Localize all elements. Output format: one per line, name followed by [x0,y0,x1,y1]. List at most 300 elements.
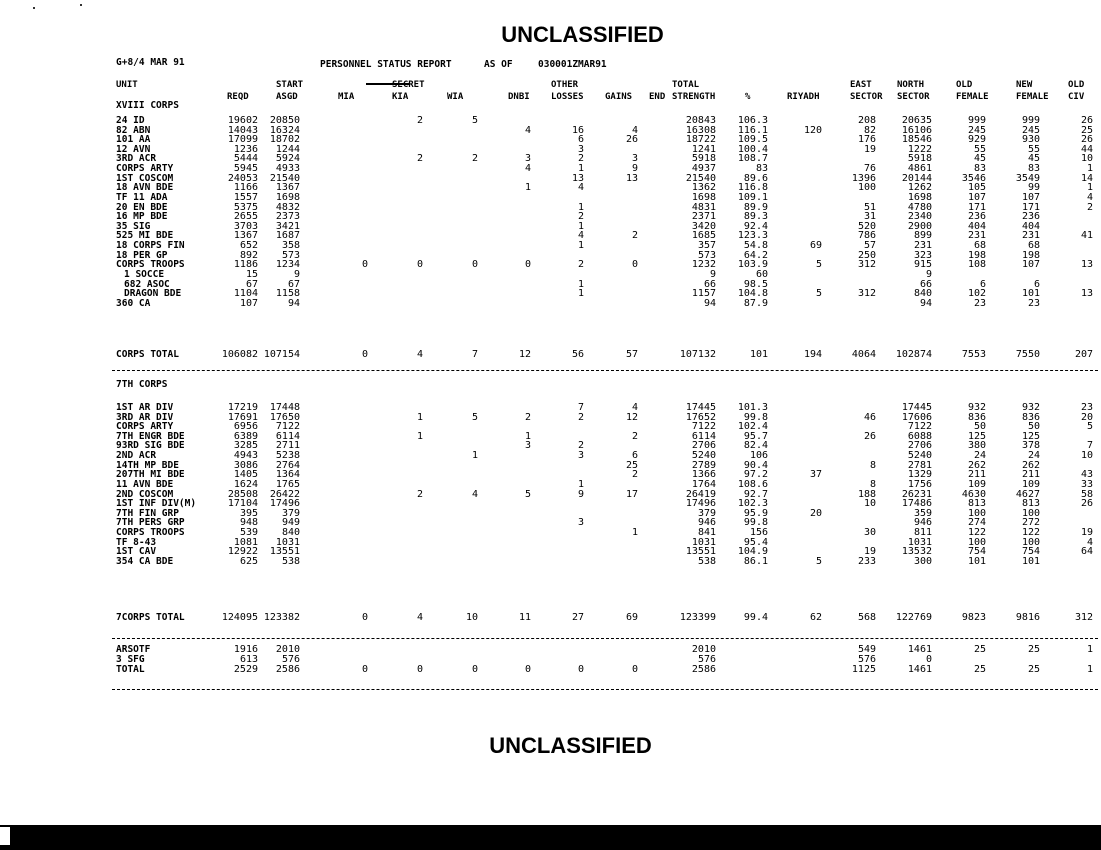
cell-dnbi: 5 [524,489,531,500]
cell-north: 7122 [907,421,932,432]
cell-north: 2900 [907,221,932,232]
cell-oldc: 25 [1080,125,1093,136]
cell-other: 56 [571,349,584,360]
cell-oldf: 125 [967,431,986,442]
cell-start: 107154 [263,349,300,360]
row-unit-label: 7TH PERS GRP [116,517,185,528]
column-header-oldc: CIV [1068,92,1085,102]
cell-north: 94 [919,298,932,309]
cell-oldf: 7553 [961,349,986,360]
cell-oldf: 231 [967,230,986,241]
cell-pct: 99.8 [743,517,768,528]
cell-oldc: 41 [1080,230,1093,241]
cell-dnbi: 1 [524,431,531,442]
cell-pct: 89.6 [743,173,768,184]
cell-reqd: 652 [239,240,258,251]
cell-start: 2764 [275,460,300,471]
cell-east: 312 [857,259,876,270]
cell-pct: 104.8 [737,288,768,299]
cell-start: 379 [281,508,300,519]
cell-reqd: 67 [245,279,258,290]
row-unit-label: CORPS TROOPS [116,527,185,538]
cell-newf: 932 [1021,402,1040,413]
cell-pct: 100.4 [737,144,768,155]
cell-oldc: 64 [1080,546,1093,557]
cell-north: 1698 [907,192,932,203]
cell-start: 123382 [263,612,300,623]
cell-north: 1756 [907,479,932,490]
cell-start: 6114 [275,431,300,442]
row-unit-label: 1ST COSCOM [116,173,174,184]
cell-east: 30 [863,527,876,538]
cell-oldf: 101 [967,556,986,567]
cell-start: 358 [281,240,300,251]
cell-total: 20843 [685,115,716,126]
column-header-kia-line1: SECRET [392,80,425,90]
cell-oldf: 102 [967,288,986,299]
row-unit-label: 2ND ACR [116,450,157,461]
cell-newf: 68 [1027,240,1040,251]
cell-start: 1158 [275,288,300,299]
cell-north: 6088 [907,431,932,442]
cell-start: 2586 [275,664,300,675]
cell-north: 17486 [901,498,932,509]
cell-dnbi: 4 [524,163,531,174]
cell-pct: 116.1 [737,125,768,136]
cell-total: 4937 [691,163,716,174]
row-unit-label: 35 SIG [116,221,151,232]
cell-kia: 1 [416,412,423,423]
cell-total: 2586 [691,664,716,675]
cell-start: 16324 [269,125,300,136]
cell-oldf: 23 [973,298,986,309]
cell-north: 1461 [907,644,932,655]
cell-newf: 754 [1021,546,1040,557]
cell-reqd: 17219 [227,402,258,413]
cell-gains: 4 [631,402,638,413]
cell-total: 107132 [679,349,716,360]
cell-east: 4064 [851,349,876,360]
section-heading: 7TH CORPS [116,379,168,390]
cell-start: 26422 [269,489,300,500]
cell-start: 20850 [269,115,300,126]
cell-reqd: 17691 [227,412,258,423]
cell-pct: 82.4 [743,440,768,451]
cell-reqd: 395 [239,508,258,519]
cell-reqd: 539 [239,527,258,538]
cell-oldf: 100 [967,537,986,548]
cell-reqd: 12922 [227,546,258,557]
cell-east: 8 [869,460,876,471]
cell-wia: 5 [471,115,478,126]
cell-east: 1396 [851,173,876,184]
cell-oldf: 932 [967,402,986,413]
cell-oldf: 68 [973,240,986,251]
cell-dnbi: 3 [524,440,531,451]
cell-newf: 930 [1021,134,1040,145]
cell-north: 17445 [901,402,932,413]
cell-total: 2010 [691,644,716,655]
cell-gains: 0 [631,259,638,270]
cell-wia: 4 [471,489,478,500]
cell-reqd: 1557 [233,192,258,203]
cell-dnbi: 0 [524,664,531,675]
cell-north: 899 [913,230,932,241]
cell-north: 5918 [907,153,932,164]
cell-pct: 64.2 [743,250,768,261]
cell-north: 231 [913,240,932,251]
cell-pct: 86.1 [743,556,768,567]
cell-gains: 69 [625,612,638,623]
cell-other: 27 [571,612,584,623]
cell-north: 1329 [907,469,932,480]
cell-total: 2371 [691,211,716,222]
cell-newf: 3549 [1015,173,1040,184]
cell-oldc: 33 [1080,479,1093,490]
cell-total: 18722 [685,134,716,145]
cell-other: 2 [577,259,584,270]
cell-total: 576 [697,654,716,665]
cell-east: 549 [857,644,876,655]
cell-newf: 83 [1027,163,1040,174]
dashed-separator [112,638,1098,639]
cell-gains: 3 [631,153,638,164]
cell-total: 17496 [685,498,716,509]
as-of-label: AS OF [484,59,513,70]
cell-north: 915 [913,259,932,270]
cell-other: 2 [577,153,584,164]
cell-total: 841 [697,527,716,538]
cell-total: 26419 [685,489,716,500]
cell-newf: 25 [1027,644,1040,655]
cell-start: 3421 [275,221,300,232]
cell-oldc: 20 [1080,412,1093,423]
cell-total: 1698 [691,192,716,203]
cell-oldf: 25 [973,664,986,675]
cell-oldf: 380 [967,440,986,451]
cell-oldf: 171 [967,202,986,213]
cell-pct: 99.8 [743,412,768,423]
row-unit-label: 82 ABN [116,125,151,136]
cell-pct: 99.4 [743,612,768,623]
cell-oldc: 13 [1080,259,1093,270]
column-header-newf: FEMALE [1016,92,1049,102]
cell-newf: 101 [1021,556,1040,567]
cell-oldc: 10 [1080,450,1093,461]
cell-oldf: 3546 [961,173,986,184]
row-unit-label: 7CORPS TOTAL [116,612,185,623]
cell-gains: 6 [631,450,638,461]
cell-north: 9 [925,269,932,280]
scan-speck [80,4,82,6]
row-unit-label: 11 AVN BDE [116,479,174,490]
column-header-kia: KIA [392,92,409,102]
cell-start: 1234 [275,259,300,270]
cell-other: 3 [577,450,584,461]
row-unit-label: TOTAL [116,664,145,675]
cell-riyadh: 5 [815,288,822,299]
cell-east: 250 [857,250,876,261]
cell-start: 1244 [275,144,300,155]
cell-kia: 4 [416,612,423,623]
cell-north: 66 [919,279,932,290]
cell-pct: 104.9 [737,546,768,557]
cell-east: 26 [863,431,876,442]
cell-reqd: 1405 [233,469,258,480]
cell-riyadh: 194 [803,349,822,360]
cell-east: 568 [857,612,876,623]
cell-reqd: 1624 [233,479,258,490]
cell-riyadh: 5 [815,259,822,270]
cell-other: 1 [577,202,584,213]
cell-north: 1222 [907,144,932,155]
cell-pct: 101.3 [737,402,768,413]
cell-north: 946 [913,517,932,528]
cell-pct: 95.4 [743,537,768,548]
row-unit-label: ARSOTF [116,644,151,655]
cell-dnbi: 1 [524,182,531,193]
row-unit-label: 207TH MI BDE [116,469,185,480]
cell-gains: 2 [631,469,638,480]
row-unit-label: 1ST CAV [116,546,157,557]
cell-north: 17606 [901,412,932,423]
cell-dnbi: 4 [524,125,531,136]
cell-mia: 0 [361,664,368,675]
cell-total: 16308 [685,125,716,136]
cell-north: 840 [913,288,932,299]
cell-newf: 109 [1021,479,1040,490]
cell-east: 57 [863,240,876,251]
cell-oldc: 1 [1086,182,1093,193]
cell-east: 10 [863,498,876,509]
cell-start: 573 [281,250,300,261]
cell-start: 1698 [275,192,300,203]
column-header-east-line1: EAST [850,80,872,90]
cell-oldf: 4630 [961,489,986,500]
cell-total: 21540 [685,173,716,184]
cell-reqd: 1104 [233,288,258,299]
cell-oldf: 274 [967,517,986,528]
cell-oldc: 26 [1080,115,1093,126]
cell-gains: 26 [625,134,638,145]
cell-dnbi: 0 [524,259,531,270]
column-header-dnbi: DNBI [508,92,530,102]
cell-reqd: 1166 [233,182,258,193]
row-unit-label: 1ST INF DIV(M) [116,498,197,509]
row-unit-label: 1ST AR DIV [116,402,174,413]
cell-east: 208 [857,115,876,126]
cell-east: 82 [863,125,876,136]
cell-oldf: 9823 [961,612,986,623]
cell-kia: 0 [416,259,423,270]
cell-other: 1 [577,479,584,490]
column-header-riyadh: RIYADH [787,92,820,102]
cell-north: 4861 [907,163,932,174]
cell-total: 538 [697,556,716,567]
cell-reqd: 5945 [233,163,258,174]
cell-start: 94 [287,298,300,309]
cell-pct: 60 [755,269,768,280]
cell-other: 2 [577,412,584,423]
column-header-oldf: FEMALE [956,92,989,102]
cell-pct: 102.4 [737,421,768,432]
cell-newf: 245 [1021,125,1040,136]
cell-total: 1031 [691,537,716,548]
cell-wia: 1 [471,450,478,461]
cell-oldf: 754 [967,546,986,557]
cell-reqd: 124095 [221,612,258,623]
cell-total: 17652 [685,412,716,423]
cell-other: 1 [577,279,584,290]
cell-reqd: 2529 [233,664,258,675]
cell-total: 573 [697,250,716,261]
cell-riyadh: 69 [809,240,822,251]
cell-oldc: 14 [1080,173,1093,184]
cell-newf: 272 [1021,517,1040,528]
cell-total: 1366 [691,469,716,480]
cell-oldc: 26 [1080,134,1093,145]
cell-total: 1362 [691,182,716,193]
cell-riyadh: 37 [809,469,822,480]
cell-newf: 107 [1021,259,1040,270]
cell-oldc: 1 [1086,664,1093,675]
cell-other: 1 [577,288,584,299]
column-header-newf-line1: NEW [1016,80,1033,90]
row-unit-label: 16 MP BDE [116,211,168,222]
cell-gains: 25 [625,460,638,471]
cell-other: 13 [571,173,584,184]
cell-oldc: 5 [1086,421,1093,432]
cell-total: 94 [703,298,716,309]
cell-riyadh: 5 [815,556,822,567]
column-header-oldc-line1: OLD [1068,80,1085,90]
cell-north: 20635 [901,115,932,126]
column-header-other: LOSSES [551,92,584,102]
cell-oldf: 404 [967,221,986,232]
cell-total: 4831 [691,202,716,213]
cell-reqd: 5375 [233,202,258,213]
cell-pct: 116.8 [737,182,768,193]
cell-reqd: 17099 [227,134,258,145]
cell-total: 7122 [691,421,716,432]
cell-pct: 92.4 [743,221,768,232]
cell-total: 2789 [691,460,716,471]
column-header-gains: GAINS [605,92,633,102]
row-unit-label: CORPS TOTAL [116,349,179,360]
cell-other: 16 [571,125,584,136]
cell-oldc: 19 [1080,527,1093,538]
cell-start: 2010 [275,644,300,655]
cell-north: 359 [913,508,932,519]
cell-oldf: 836 [967,412,986,423]
cell-east: 1125 [851,664,876,675]
cell-oldc: 58 [1080,489,1093,500]
row-unit-label: 354 CA BDE [116,556,174,567]
cell-reqd: 1236 [233,144,258,155]
cell-oldc: 4 [1086,192,1093,203]
classification-banner-bottom: UNCLASSIFIED [489,733,652,758]
cell-gains: 13 [625,173,638,184]
cell-reqd: 24053 [227,173,258,184]
cell-reqd: 107 [239,298,258,309]
cell-pct: 156 [749,527,768,538]
cell-newf: 107 [1021,192,1040,203]
column-header-unit-line1: UNIT [116,80,138,90]
cell-other: 3 [577,517,584,528]
row-unit-label: 3RD AR DIV [116,412,174,423]
section-heading: XVIII CORPS [116,100,179,111]
cell-total: 1157 [691,288,716,299]
row-unit-label: 3 SFG [116,654,145,665]
cell-start: 9 [293,269,300,280]
cell-start: 1687 [275,230,300,241]
cell-pct: 95.9 [743,508,768,519]
cell-total: 123399 [679,612,716,623]
scan-speck [33,7,35,9]
cell-total: 1764 [691,479,716,490]
cell-reqd: 613 [239,654,258,665]
cell-total: 1685 [691,230,716,241]
cell-wia: 10 [465,612,478,623]
cell-oldf: 6 [979,279,986,290]
cell-pct: 89.9 [743,202,768,213]
cell-pct: 95.7 [743,431,768,442]
cell-oldf: 109 [967,479,986,490]
cell-gains: 4 [631,125,638,136]
cell-reqd: 14043 [227,125,258,136]
cell-newf: 171 [1021,202,1040,213]
cell-north: 13532 [901,546,932,557]
cell-oldf: 24 [973,450,986,461]
cell-reqd: 625 [239,556,258,567]
cell-start: 4832 [275,202,300,213]
cell-north: 5240 [907,450,932,461]
cell-oldc: 43 [1080,469,1093,480]
row-unit-label: 20 EN BDE [116,202,168,213]
cell-oldc: 4 [1086,537,1093,548]
row-unit-label: 2ND COSCOM [116,489,174,500]
cell-other: 1 [577,221,584,232]
cell-start: 13551 [269,546,300,557]
column-header-north: SECTOR [897,92,930,102]
cell-newf: 100 [1021,508,1040,519]
cell-gains: 2 [631,230,638,241]
cell-total: 1232 [691,259,716,270]
cell-newf: 836 [1021,412,1040,423]
cell-total: 1241 [691,144,716,155]
dashed-separator [112,689,1098,690]
column-header-end: END [649,92,666,102]
cell-east: 520 [857,221,876,232]
cell-riyadh: 20 [809,508,822,519]
cell-wia: 0 [471,664,478,675]
cell-pct: 103.9 [737,259,768,270]
cell-mia: 0 [361,349,368,360]
cell-north: 1262 [907,182,932,193]
column-header-other-line1: OTHER [551,80,579,90]
cell-total: 13551 [685,546,716,557]
cell-oldf: 929 [967,134,986,145]
row-unit-label: 7TH ENGR BDE [116,431,185,442]
cell-reqd: 15 [245,269,258,280]
cell-start: 576 [281,654,300,665]
row-unit-label: DRAGON BDE [124,288,182,299]
cell-other: 4 [577,182,584,193]
row-unit-label: CORPS TROOPS [116,259,185,270]
cell-north: 811 [913,527,932,538]
cell-other: 1 [577,240,584,251]
cell-reqd: 106082 [221,349,258,360]
